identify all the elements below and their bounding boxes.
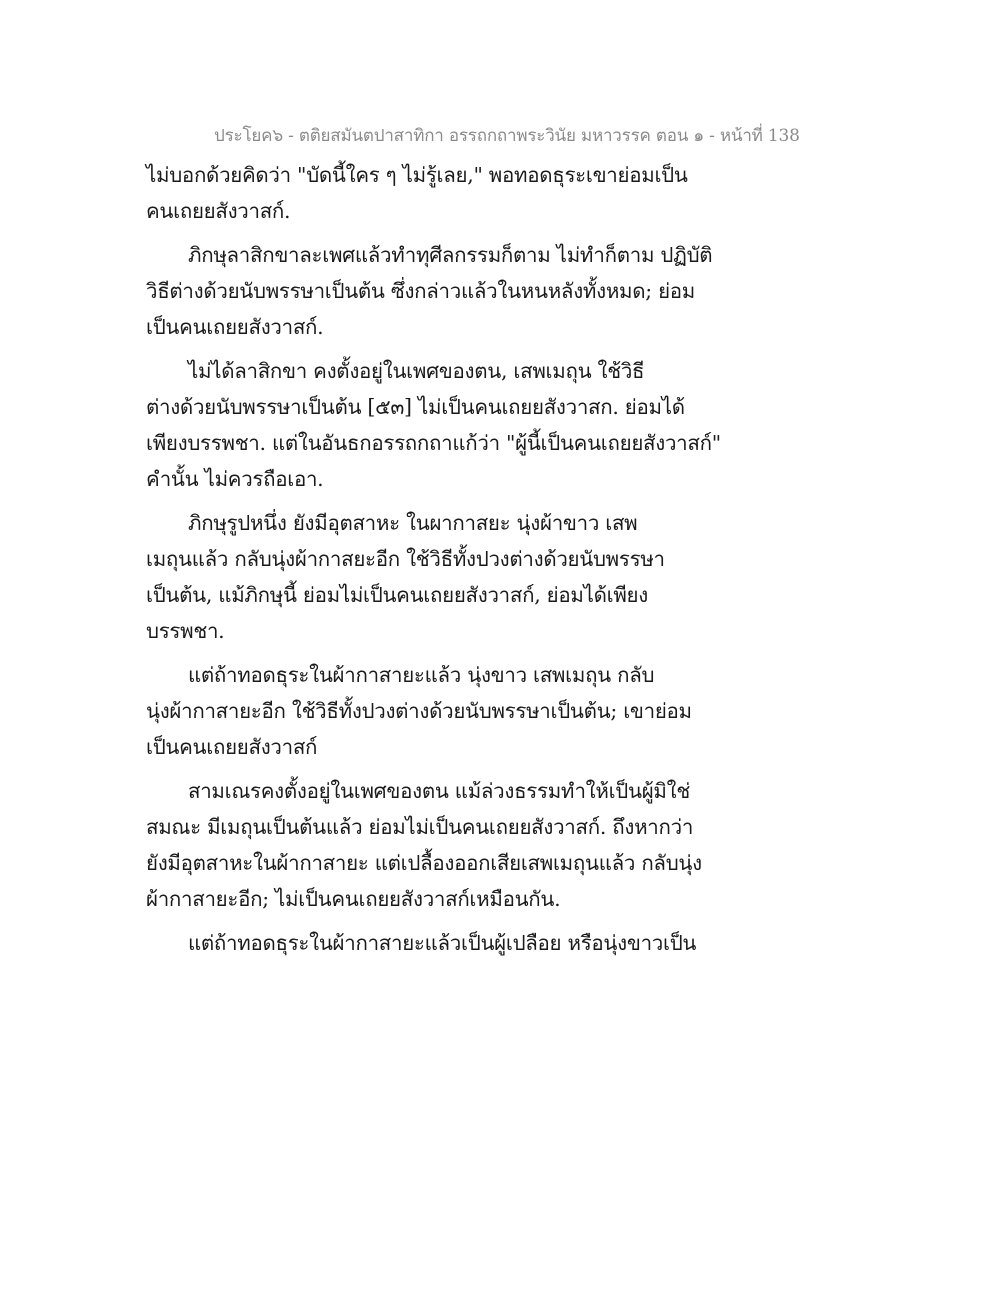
text-line: ไม่บอกด้วยคิดว่า "บัดนี้ใคร ๆ ไม่รู้เลย," พอทอดธุระเขาย่อมเป็น <box>146 163 688 187</box>
text-line: ต่างด้วยนับพรรษาเป็นต้น [๕๓] ไม่เป็นคนเถยยสังวาสก. ย่อมได้ <box>146 395 685 419</box>
paragraph-3 <box>146 353 721 497</box>
running-head: ประโยค๖ - ตติยสมันตปาสาทิกา อรรถกถาพระวินัย มหาวรรค ตอน ๑ - หน้าที่ 138 <box>214 126 800 146</box>
text-line: คนเถยยสังวาสก์. <box>146 199 291 223</box>
text-line: แต่ถ้าทอดธุระในผ้ากาสายะแล้ว นุ่งขาว เสพเมถุน กลับ <box>188 663 655 687</box>
paragraph-6 <box>146 773 706 917</box>
paragraph-5 <box>146 657 706 765</box>
text-line: สามเณรคงตั้งอยู่ในเพศของตน แม้ล่วงธรรมทำให้เป็นผู้มิใช่ <box>188 779 690 803</box>
text-line: เป็นคนเถยยสังวาสก์ <box>146 735 318 759</box>
text-line: แต่ถ้าทอดธุระในผ้ากาสายะแล้วเป็นผู้เปลือย หรือนุ่งขาวเป็น <box>188 931 697 955</box>
text-line: ภิกษุรูปหนึ่ง ยังมีอุตสาหะ ในผากาสยะ นุ่งผ้าขาว เสพ <box>188 511 638 535</box>
text-line: ภิกษุลาสิกขาละเพศแล้วทำทุศีลกรรมก็ตาม ไม่ทำก็ตาม ปฏิบัติ <box>188 243 713 267</box>
text-line: ยังมีอุตสาหะในผ้ากาสายะ แต่เปลื้องออกเสียเสพเมถุนแล้ว กลับนุ่ง <box>146 851 702 875</box>
text-line: คำนั้น ไม่ควรถือเอา. <box>146 467 324 491</box>
text-line: ไม่ได้ลาสิกขา คงตั้งอยู่ในเพศของตน, เสพเมถุน ใช้วิธี <box>188 359 645 383</box>
paragraph-7 <box>146 925 706 961</box>
paragraph-4 <box>146 505 706 649</box>
text-line: เมถุนแล้ว กลับนุ่งผ้ากาสยะอีก ใช้วิธีทั้งปวงต่างด้วยนับพรรษา <box>146 547 665 571</box>
text-line: ผ้ากาสายะอีก; ไม่เป็นคนเถยยสังวาสก์เหมือนกัน. <box>146 887 561 911</box>
paragraph-2 <box>146 237 713 345</box>
text-line: เป็นต้น, แม้ภิกษุนี้ ย่อมไม่เป็นคนเถยยสังวาสก์, ย่อมได้เพียง <box>146 583 648 607</box>
text-line: วิธีต่างด้วยนับพรรษาเป็นต้น ซึ่งกล่าวแล้วในหนหลังทั้งหมด; ย่อม <box>146 279 696 303</box>
text-line: เพียงบรรพชา. แต่ในอันธกอรรถกถาแก้ว่า "ผู้นี้เป็นคนเถยยสังวาสก์" <box>146 431 721 455</box>
text-line: นุ่งผ้ากาสายะอีก ใช้วิธีทั้งปวงต่างด้วยนับพรรษาเป็นต้น; เขาย่อม <box>146 699 692 723</box>
text-line: สมณะ มีเมถุนเป็นต้นแล้ว ย่อมไม่เป็นคนเถยยสังวาสก์. ถึงหากว่า <box>146 815 694 839</box>
text-line: เป็นคนเถยยสังวาสก์. <box>146 315 324 339</box>
paragraph-1 <box>146 157 706 229</box>
body-text <box>146 157 721 969</box>
text-line: บรรพชา. <box>146 619 225 643</box>
